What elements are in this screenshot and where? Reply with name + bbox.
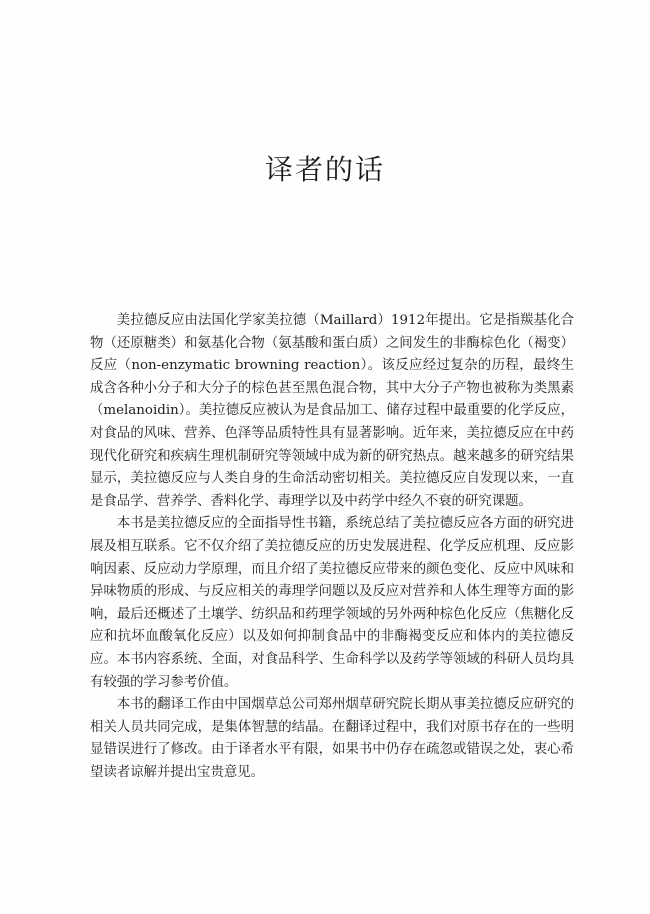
body-text [90, 310, 574, 784]
paragraph-intro: 美拉德反应由法国化学家美拉德（Maillard）1912年提出。它是指羰基化合物（还原糖类）和氨基化合物（氨基酸和蛋白质）之间发生的非酶棕色化（褐变）反应（non-enzymatic browning reaction）。该反应经过复杂的历程，最终生成含各种小分子和大分子的棕色甚至黑色混合物，其中大分子产物也被称为类黑素（melanoidin）。美拉德反应被认为是食品加工、储存过程中最重要的化学反应，对食品的风味、营养、色泽等品质特性具有显著影响。近年来，美拉德反应在中药现代化研究和疾病生理机制研究等领域中成为新的研究热点。越来越多的研究结果显示，美拉德反应与人类自身的生命活动密切相关。美拉德反应自发现以来，一直是食品学、营养学、香料化学、毒理学以及中药学中经久不衰的研究课题。 [90, 313, 574, 509]
page-title: 译者的话 [264, 153, 385, 186]
paragraph-book-summary: 本书是美拉德反应的全面指导性书籍，系统总结了美拉德反应各方面的研究进展及相互联系。它不仅介绍了美拉德反应的历史发展进程、化学反应机理、反应影响因素、反应动力学原理，而且介绍了美拉德反应带来的颜色变化、反应中风味和异味物质的形成、与反应相关的毒理学问题以及反应对营养和人体生理等方面的影响，最后还概述了土壤学、纺织品和药理学领域的另外两种棕色化反应（焦糖化反应和抗坏血酸氧化反应）以及如何抑制食品中的非酶褐变反应和体内的美拉德反应。本书内容系统、全面，对食品科学、生命科学以及药学等领域的科研人员均具有较强的学习参考价值。 [90, 516, 574, 690]
paragraph-translation-note: 本书的翻译工作由中国烟草总公司郑州烟草研究院长期从事美拉德反应研究的相关人员共同完成，是集体智慧的结晶。在翻译过程中，我们对原书存在的一些明显错误进行了修改。由于译者水平有限，如果书中仍存在疏忽或错误之处，衷心希望读者谅解并提出宝贵意见。 [90, 697, 574, 780]
